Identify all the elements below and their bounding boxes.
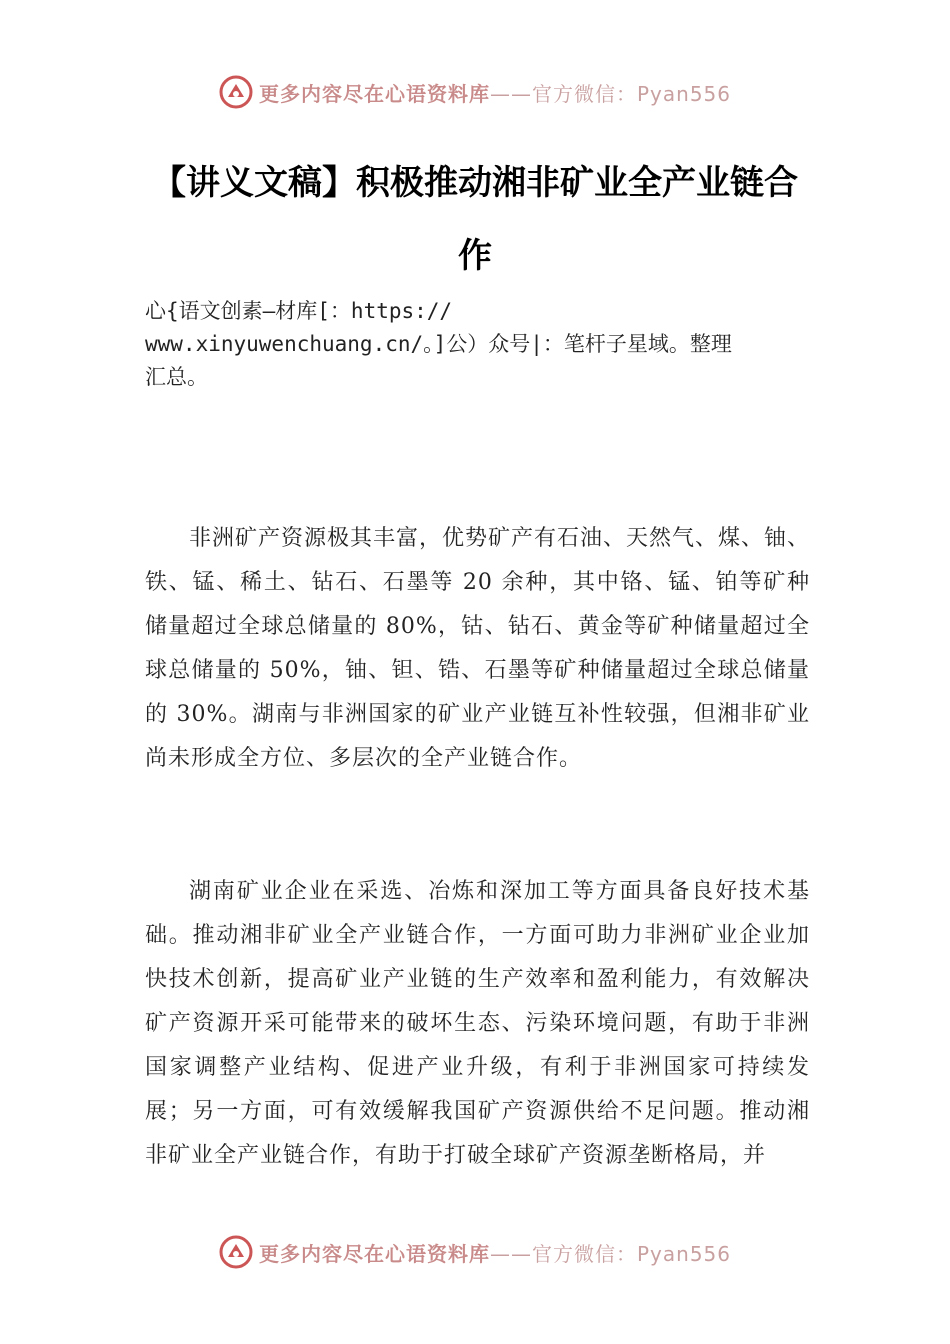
banner-wechat-id: Pyan556: [636, 1241, 731, 1266]
banner-brand: 更多内容尽在心语资料库: [258, 1241, 490, 1266]
source-line-3: 汇总。: [145, 365, 208, 389]
banner-wechat-id: Pyan556: [636, 81, 731, 106]
footer-banner: [0, 1232, 950, 1272]
body-paragraph-1: 非洲矿产资源极其丰富，优势矿产有石油、天然气、煤、铀、铁、锰、稀土、钻石、石墨等 20 余种，其中铬、锰、铂等矿种储量超过全球总储量的 80%，钴、钻石、黄金等矿种储量超过全球总储量的 50%，铀、钽、锆、石墨等矿种储量超过全球总储量的 30%。湖南与非洲国家的矿业产业链互补性较强，但湘非矿业尚未形成全方位、多层次的全产业链合作。: [145, 526, 811, 771]
banner-dash: ——: [489, 1241, 532, 1266]
source-line-1: 心{语文创素—材库[：https://: [145, 299, 453, 323]
banner-text: [259, 78, 731, 107]
banner-dash: ——: [489, 81, 532, 106]
banner-text: [259, 1238, 731, 1267]
source-note: [145, 295, 855, 394]
banner-wechat-label: 官方微信：: [531, 1241, 637, 1266]
brand-logo-icon: [219, 1235, 253, 1269]
banner-brand: 更多内容尽在心语资料库: [258, 81, 490, 106]
source-line-2: www.xinyuwenchuang.cn/。]公）众号|：笔杆子星域。整理: [145, 332, 732, 356]
document-title-line1: 【讲义文稿】积极推动湘非矿业全产业链合: [152, 163, 798, 203]
body-paragraph-2: 湖南矿业企业在采选、冶炼和深加工等方面具备良好技术基础。推动湘非矿业全产业链合作，一方面可助力非洲矿业企业加快技术创新，提高矿业产业链的生产效率和盈利能力，有效解决矿产资源开采可能带来的破坏生态、污染环境问题，有助于非洲国家调整产业结构、促进产业升级，有利于非洲国家可持续发展；另一方面，可有效缓解我国矿产资源供给不足问题。推动湘非矿业全产业链合作，有助于打破全球矿产资源垄断格局，并: [145, 879, 810, 1168]
document-title-line2: 作: [458, 236, 492, 276]
brand-logo-icon: [219, 75, 253, 109]
banner-wechat-label: 官方微信：: [531, 81, 637, 106]
header-banner: [0, 72, 950, 112]
